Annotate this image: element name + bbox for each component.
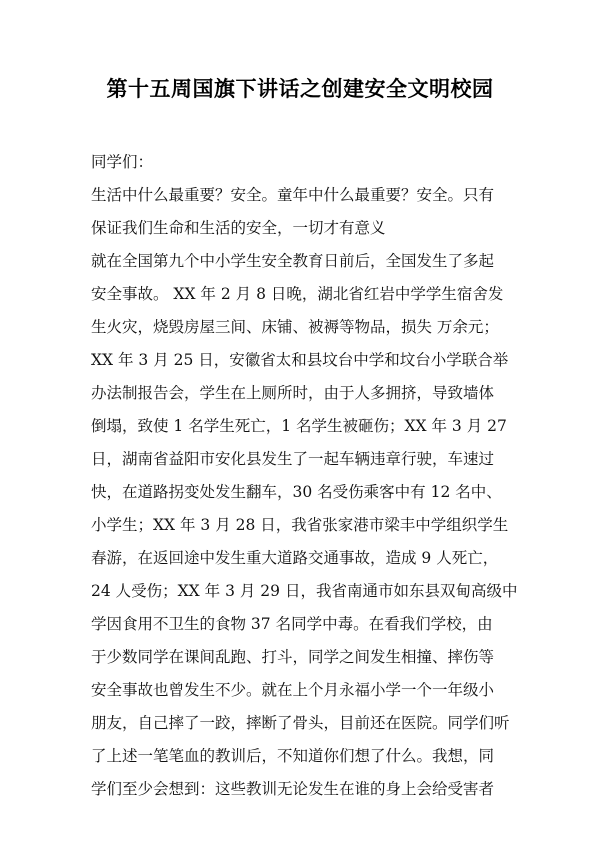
paragraph-line: 安全事故也曾发生不少。就在上个月永福小学一个一年级小: [91, 681, 495, 699]
paragraph-line: 了上述一笔笔血的教训后，不知道你们想了什么。我想，同: [91, 747, 495, 765]
document-body: [91, 146, 523, 806]
paragraph-line: 同学们：: [91, 153, 154, 171]
paragraph-line: 学们至少会想到：这些教训无论发生在谁的身上会给受害者: [91, 780, 495, 798]
paragraph-line: 于少数同学在课间乱跑、打斗，同学之间发生相撞、摔伤等: [91, 648, 495, 666]
paragraph-line: 快，在道路拐变处发生翻车，30 名受伤乘客中有 12 名中、: [91, 483, 502, 501]
paragraph-line: 倒塌，致使 1 名学生死亡，1 名学生被砸伤；XX 年 3 月 27: [91, 417, 507, 435]
paragraph-line: 办法制报告会，学生在上厕所时，由于人多拥挤，导致墙体: [91, 384, 495, 402]
paragraph-line: 就在全国第九个中小学生安全教育日前后，全国发生了多起: [91, 252, 495, 270]
paragraph-line: 24 人受伤；XX 年 3 月 29 日，我省南通市如东县双甸高级中: [91, 582, 518, 600]
paragraph-line: XX 年 3 月 25 日，安徽省太和县坟台中学和坟台小学联合举: [91, 351, 509, 369]
paragraph-line: 安全事故。 XX 年 2 月 8 日晚，湖北省红岩中学学生宿舍发: [91, 285, 504, 303]
paragraph-line: 学因食用不卫生的食物 37 名同学中毒。在看我们学校，由: [91, 615, 493, 633]
paragraph-line: 日，湖南省益阳市安化县发生了一起车辆违章行驶，车速过: [91, 450, 495, 468]
paragraph-line: 小学生；XX 年 3 月 28 日，我省张家港市梁丰中学组织学生: [91, 516, 509, 534]
document-title: 第十五周国旗下讲话之创建安全文明校园: [106, 77, 494, 101]
paragraph-line: 保证我们生命和生活的安全，一切才有意义: [91, 219, 386, 237]
paragraph-line: 朋友，自己摔了一跤，摔断了骨头，目前还在医院。同学们听: [91, 714, 510, 732]
paragraph-line: 生活中什么最重要？安全。童年中什么最重要？安全。只有: [91, 186, 495, 204]
paragraph-line: 生火灾，烧毁房屋三间、床铺、被褥等物品，损失 万余元；: [91, 318, 499, 336]
paragraph-line: 春游，在返回途中发生重大道路交通事故，造成 9 人死亡，: [91, 549, 499, 567]
